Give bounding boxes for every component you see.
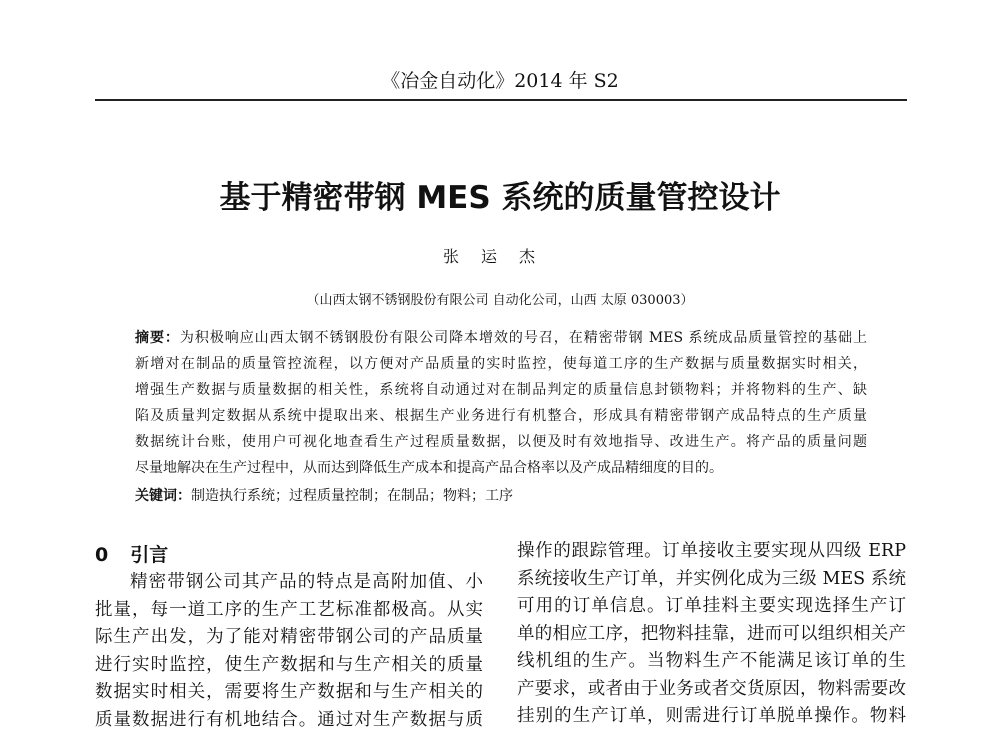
keywords <box>135 483 513 509</box>
section-number: 0 <box>95 544 109 566</box>
body-line: 精密带钢公司其产品的特点是高附加值、小 <box>130 572 483 592</box>
author: 张运杰 <box>442 247 557 266</box>
body-line: 数据实时相关，需要将生产数据和与生产相关的 <box>95 682 483 702</box>
left-column <box>95 569 483 734</box>
header-rule <box>95 99 907 101</box>
abstract-line: 数据统计台账，使用户可视化地查看生产过程质量数据，以便及时有效地指导、改进生产。将产品的质量问题 <box>135 434 867 450</box>
body-line: 线机组的生产。当物料生产不能满足该订单的生 <box>517 651 906 671</box>
keywords-text: 制造执行系统；过程质量控制；在制品；物料；工序 <box>191 488 513 504</box>
body-line: 批量，每一道工序的生产工艺标准都极高。从实 <box>95 599 483 620</box>
body-line: 单的相应工序，把物料挂靠，进而可以组织相关产 <box>517 623 906 644</box>
body-line: 挂别的生产订单，则需进行订单脱单操作。物料 <box>517 706 906 726</box>
abstract-line: 新增对在制品的质量管控流程，以方便对产品质量的实时监控，使每道工序的生产数据与质量数据实时相关， <box>135 356 867 372</box>
body-line: 操作的跟踪管理。订单接收主要实现从四级 ERP <box>517 541 906 561</box>
body-line: 际生产出发，为了能对精密带钢公司的产品质量 <box>95 627 483 647</box>
section-heading <box>95 540 168 567</box>
right-column <box>517 538 906 731</box>
section-title: 引言 <box>130 544 169 566</box>
body-line: 质量数据进行有机地结合。通过对生产数据与质 <box>95 709 483 730</box>
abstract-line: 为积极响应山西太钢不锈钢股份有限公司降本增效的号召，在精密带钢 MES 系统成品质量管控的基础上 <box>179 330 868 346</box>
abstract-line: 陷及质量判定数据从系统中提取出来、根据生产业务进行有机整合，形成具有精密带钢产成品特点的生产质量 <box>135 408 867 424</box>
abstract-line: 增强生产数据与质量数据的相关性，系统将自动通过对在制品判定的质量信息封锁物料；并将物料的生产、缺 <box>135 382 867 398</box>
keywords-label: 关键词： <box>135 488 191 504</box>
body-line: 可用的订单信息。订单挂料主要实现选择生产订 <box>517 596 906 616</box>
abstract-line: 尽量地解决在生产过程中，从而达到降低生产成本和提高产品合格率以及产成品精细度的目的。 <box>135 460 723 476</box>
journal-header: 《冶金自动化》2014 年 S2 <box>381 70 619 92</box>
affiliation: （山西太钢不锈钢股份有限公司 自动化公司，山西 太原 030003） <box>306 293 694 308</box>
abstract-label: 摘要： <box>135 330 180 346</box>
body-line: 产要求，或者由于业务或者交货原因，物料需要改 <box>517 678 906 699</box>
body-line: 系统接收生产订单，并实例化成为三级 MES 系统 <box>517 568 906 589</box>
abstract <box>135 325 867 481</box>
paper-title: 基于精密带钢 MES 系统的质量管控设计 <box>219 180 781 216</box>
body-line: 进行实时监控，使生产数据和与生产相关的质量 <box>95 654 483 675</box>
